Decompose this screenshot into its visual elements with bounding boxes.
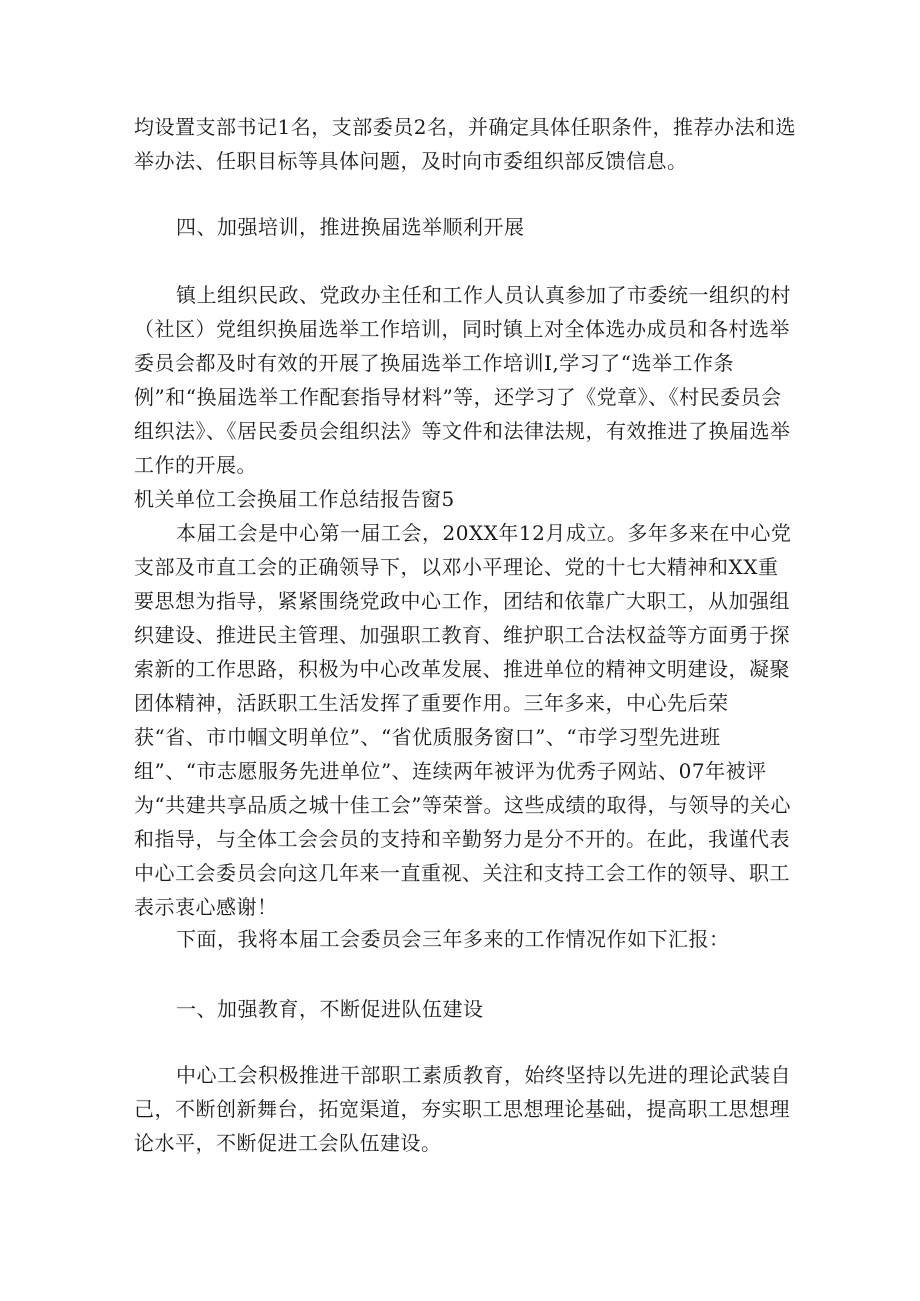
paragraph-report-intro: 下面，我将本届工会委员会三年多来的工作情况作如下汇报： [176,927,730,951]
paragraph-continued: 均设置支部书记1名，支部委员2名，并确定具体任职条件，推荐办法和选举办法、任职目标等具体问题，及时向市委组织部反馈信息。 [134,115,796,173]
section-heading-one: 一、加强教育，不断促进队伍建设 [176,997,484,1021]
paragraph-training: 镇上组织民政、党政办主任和工作人员认真参加了市委统一组织的村（社区）党组织换届选举工作培训，同时镇上对全体选办成员和各村选举委员会都及时有效的开展了换届选举工作培训I,学习了“选举工作条例”和“换届选举工作配套指导材料”等，还学习了《党章》、《村民委员会组织法》、《居民委员会组织法》等文件和法律法规，有效推进了换届选举工作的开展。 [134,283,791,477]
paragraph-education: 中心工会积极推进干部职工素质教育，始终坚持以先进的理论武装自己，不断创新舞台，拓宽渠道，夯实职工思想理论基础，提高职工思想理论水平，不断促进工会队伍建设。 [134,1063,791,1155]
document-title: 机关单位工会换届工作总结报告窗5 [134,487,455,511]
paragraph-union-intro: 本届工会是中心第一届工会，20XX年12月成立。多年多来在中心党支部及市直工会的正确领导下，以邓小平理论、党的十七大精神和XX重要思想为指导，紧紧围绕党政中心工作，团结和依靠广大职工，从加强组织建设、推进民主管理、加强职工教育、维护职工合法权益等方面勇于探索新的工作思路，积极为中心改革发展、推进单位的精神文明建设，凝聚团体精神，活跃职工生活发挥了重要作用。三年多来，中心先后荣获“省、市巾帼文明单位”、“省优质服务窗口”、“市学习型先进班组”、“市志愿服务先进单位”、连续两年被评为优秀子网站、07年被评为“共建共享品质之城十佳工会”等荣誉。这些成绩的取得，与领导的关心和指导，与全体工会会员的支持和辛勤努力是分不开的。在此，我谨代表中心工会委员会向这几年来一直重视、关注和支持工会工作的领导、职工表示衷心感谢！ [134,521,792,919]
section-heading-four: 四、加强培训，推进换届选举顺利开展 [176,215,525,239]
